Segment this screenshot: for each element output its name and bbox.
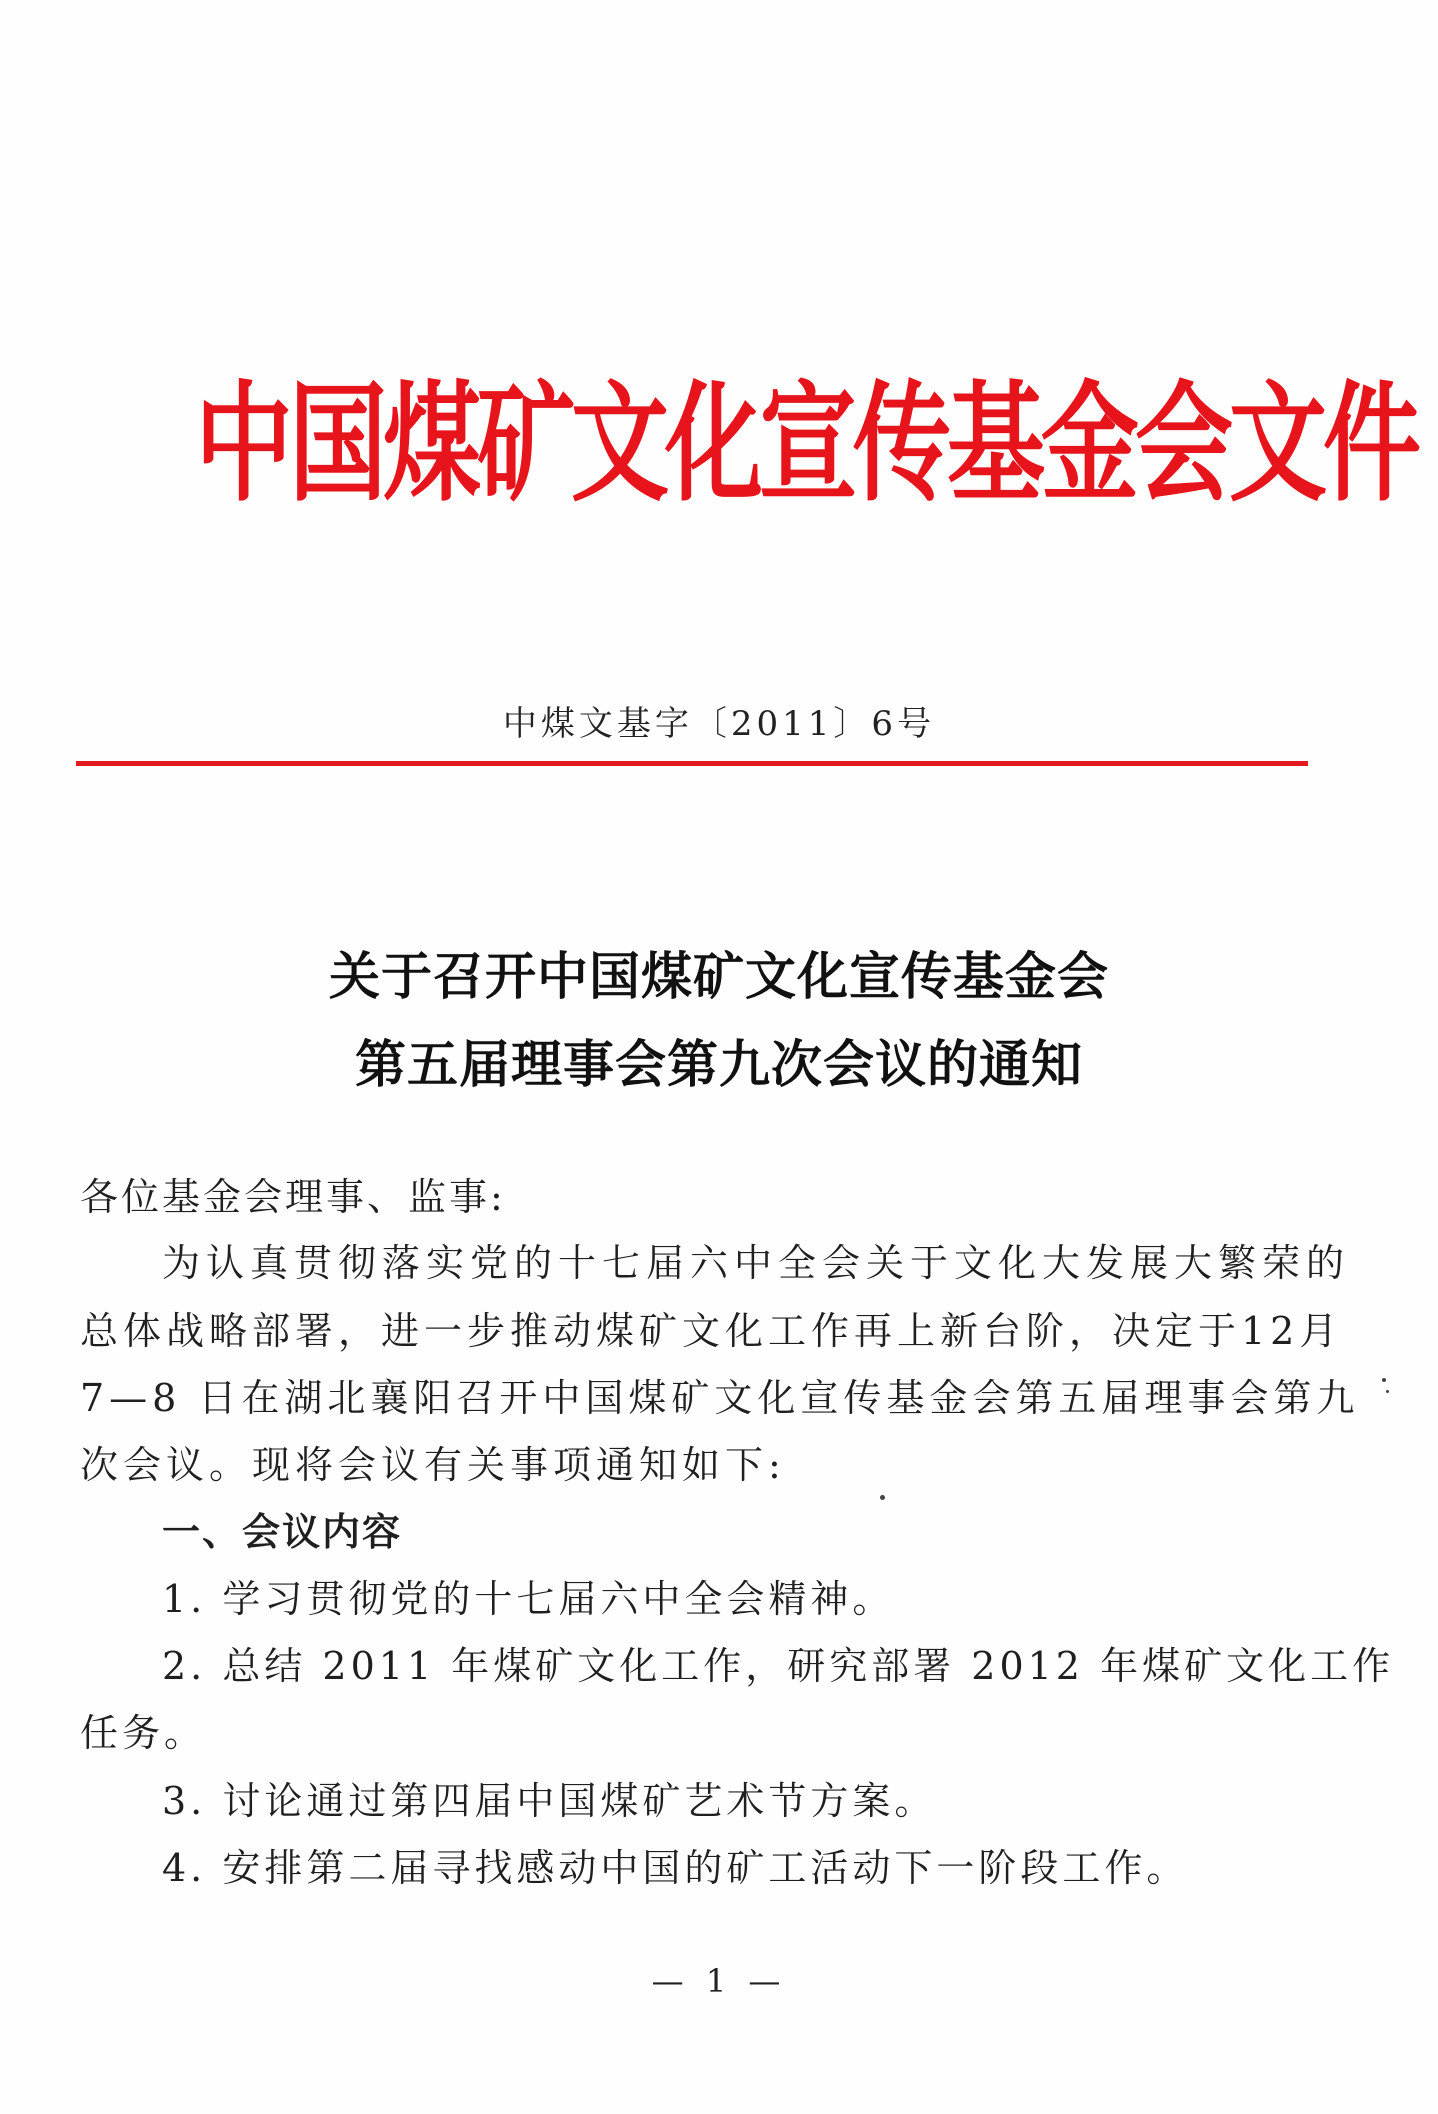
agenda-item: 4. 安排第二届寻找感动中国的矿工活动下一阶段工作。: [162, 1846, 1189, 1890]
paragraph-line: 7—8 日在湖北襄阳召开中国煤矿文化宣传基金会第五届理事会第九: [80, 1376, 1360, 1420]
issuer-header: 中国煤矿文化宣传基金会文件: [195, 369, 1418, 521]
scan-speck: [1382, 1378, 1386, 1382]
paragraph-line: 次会议。现将会议有关事项通知如下:: [80, 1443, 786, 1487]
scan-speck: [880, 1495, 885, 1500]
document-number: 中煤文基字〔2011〕6号: [502, 704, 936, 744]
section-heading: 一、会议内容: [162, 1510, 403, 1554]
agenda-item-continuation: 任务。: [80, 1711, 207, 1755]
scan-speck: [1386, 1390, 1389, 1393]
red-divider-rule: [76, 761, 1308, 766]
agenda-item: 3. 讨论通过第四届中国煤矿艺术节方案。: [162, 1779, 937, 1823]
agenda-item: 2. 总结 2011 年煤矿文化工作，研究部署 2012 年煤矿文化工作: [162, 1644, 1395, 1688]
paragraph-line: 为认真贯彻落实党的十七届六中全会关于文化大发展大繁荣的: [162, 1241, 1351, 1285]
notice-title-line-2: 第五届理事会第九次会议的通知: [354, 1035, 1083, 1095]
page-number: — 1 —: [651, 1962, 787, 2000]
salutation: 各位基金会理事、监事:: [80, 1175, 506, 1219]
notice-title-line-1: 关于召开中国煤矿文化宣传基金会: [328, 947, 1109, 1007]
agenda-item: 1. 学习贯彻党的十七届六中全会精神。: [162, 1577, 895, 1621]
paragraph-line: 总体战略部署，进一步推动煤矿文化工作再上新台阶，决定于12月: [80, 1309, 1343, 1353]
